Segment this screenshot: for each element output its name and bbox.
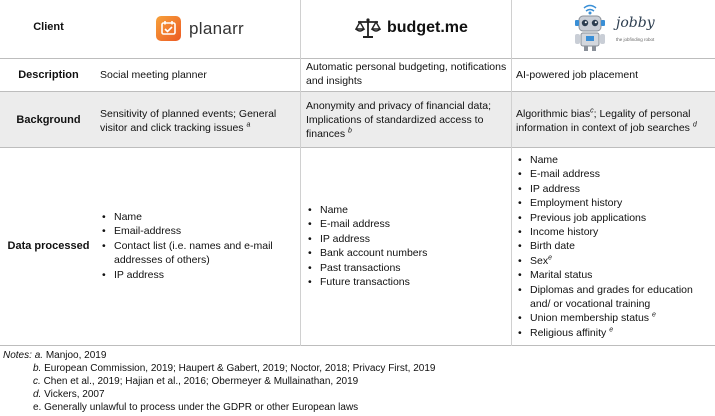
footnote-marker: a (246, 121, 251, 129)
planarr-background: Sensitivity of planned events; General visitor and click tracking issues $^a$ (100, 108, 277, 134)
description-row (0, 58, 715, 91)
planarr-data-list (100, 210, 300, 282)
client-label: Client (33, 21, 64, 33)
list-item: • Previous job applications (516, 211, 712, 225)
note-item: Chen et al., 2019; Hajian et al., 2016; Obermeyer & Mullainathan, 2019 (43, 376, 359, 387)
list-item: • Employment history (516, 196, 712, 210)
list-item: • Diplomas and grades for education and/ or vocational training (516, 283, 712, 312)
jobby-logo (570, 3, 655, 53)
list-item: • Email-address (100, 224, 300, 238)
column-divider (511, 0, 512, 346)
data-processed-label: Data processed (7, 240, 90, 252)
footnote-marker: e (548, 254, 552, 262)
note-item: European Commission, 2019; Haupert & Gabert, 2019; Noctor, 2018; Privacy First, 2019 (44, 363, 436, 374)
list-item: • Past transactions (306, 261, 512, 275)
calendar-check-icon (156, 16, 181, 41)
footnote-marker: e (651, 311, 656, 319)
list-item: • IP address (516, 182, 712, 196)
budget-logo (355, 17, 468, 39)
planarr-brand: planarr (189, 18, 245, 38)
budget-brand: budget.me (387, 19, 468, 36)
list-item: • IP address (306, 232, 512, 246)
list-item: • Name (100, 210, 300, 224)
list-item: • Religious affinity $^e$ (516, 326, 712, 340)
note-item: Vickers, 2007 (44, 389, 105, 400)
footnote-marker: e (609, 326, 614, 334)
column-divider (300, 0, 301, 346)
note-item: Generally unlawful to process under the GDPR or other European laws (44, 402, 359, 413)
budget-description: Automatic personal budgeting, notifications and insights (306, 61, 507, 87)
planarr-description: Social meeting planner (100, 69, 207, 81)
planarr-logo (156, 16, 244, 41)
list-item: • Birth date (516, 239, 712, 253)
list-item: • Income history (516, 225, 712, 239)
list-item: • Future transactions (306, 275, 512, 289)
list-item: • Contact list (i.e. names and e-mail addresses of others) (100, 239, 300, 268)
description-label: Description (18, 69, 79, 81)
budget-data-list (306, 203, 512, 289)
list-item: • Union membership status $^e$ (516, 311, 712, 325)
data-processed-row (0, 148, 715, 346)
background-row (0, 91, 715, 148)
budget-background: Anonymity and privacy of financial data; Implications of standardized access to finances $^b$ (306, 100, 492, 140)
list-item: • E-mail address (306, 217, 512, 231)
jobby-data-list (516, 153, 712, 340)
list-item: • Bank account numbers (306, 246, 512, 260)
list-item: • Sex$^e$ (516, 254, 712, 268)
footnote-marker: d (692, 121, 697, 129)
jobby-tagline: the jobfinding robot (616, 36, 655, 42)
robot-icon (570, 3, 610, 53)
list-item: • Marital status (516, 268, 712, 282)
jobby-brand: jobby (616, 14, 655, 31)
notes-section: Notes: a. Manjoo, 2019 b. European Commission, 2019; Haupert & Gabert, 2019; Noctor, 2018; Privacy First, 2019 c. Chen et al., 2019; Hajian et al., 2016; Obermeyer & Mullainathan, 2019 d. Vickers, 2007 e. Generally unlawful to process under the GDPR or other European laws (3, 350, 436, 413)
list-item: • E-mail address (516, 167, 712, 181)
footnote-marker: c (590, 107, 594, 115)
list-item: • IP address (100, 268, 300, 282)
background-label: Background (16, 114, 81, 126)
footnote-marker: b (348, 127, 352, 135)
jobby-description: AI-powered job placement (516, 69, 638, 81)
list-item: • Name (516, 153, 712, 167)
notes-label: Notes: (3, 350, 32, 361)
note-item: Manjoo, 2019 (45, 350, 107, 361)
header-row (0, 0, 715, 58)
jobby-background: Algorithmic bias$^c$; Legality of personal information in context of job searches $^d$ (516, 107, 697, 134)
list-item: • Name (306, 203, 512, 217)
scales-icon (355, 17, 381, 39)
